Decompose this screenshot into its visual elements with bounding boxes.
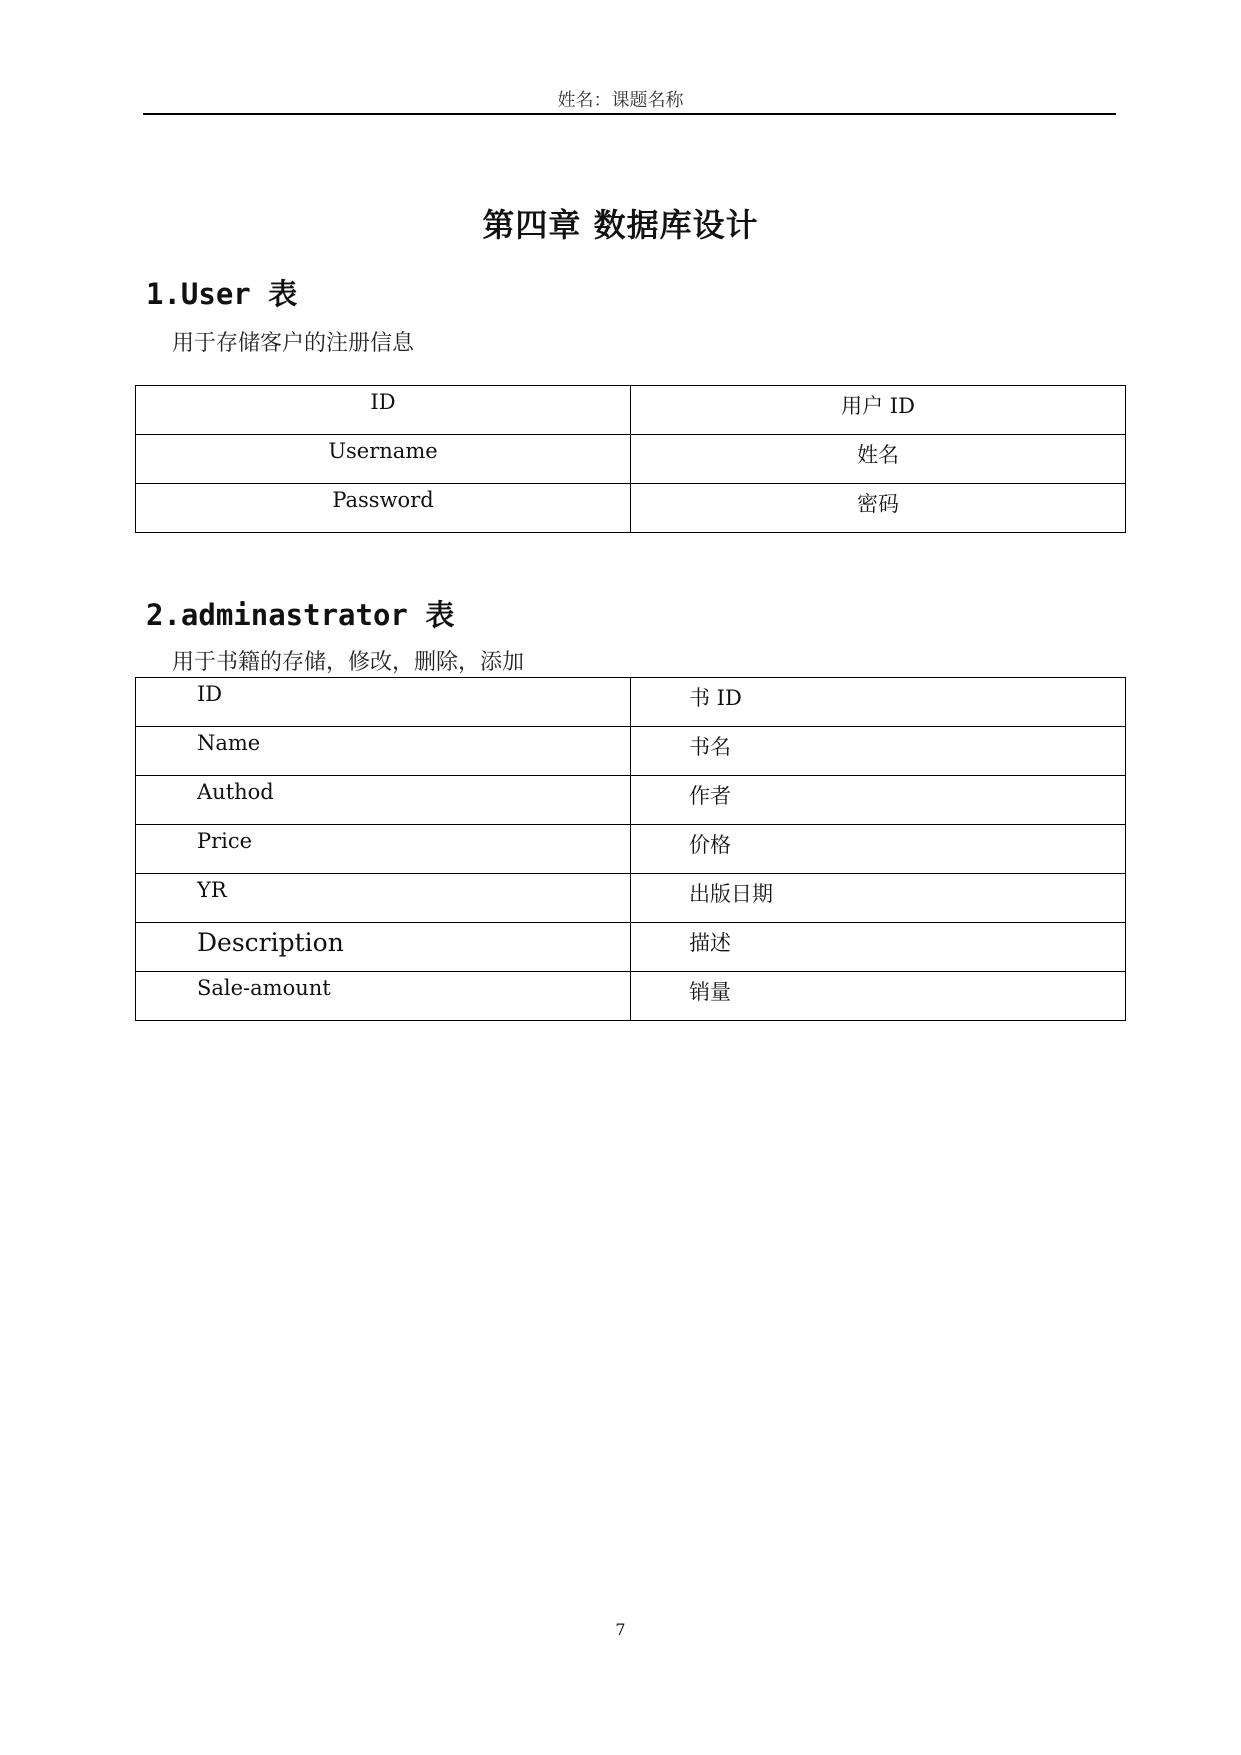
field-name-cell: Price: [136, 825, 631, 874]
field-name-cell: Username: [136, 435, 631, 484]
header-rule: [143, 113, 1116, 115]
field-desc-cell: 价格: [631, 825, 1126, 874]
table-row: [136, 727, 1126, 776]
table-row: [136, 484, 1126, 533]
section-heading-adminastrator: 2.adminastrator 表: [146, 598, 455, 632]
page-number: 7: [615, 1620, 626, 1639]
section-description-adminastrator: 用于书籍的存储，修改，删除，添加: [172, 650, 525, 675]
field-desc-cell: 描述: [631, 923, 1126, 972]
field-name-cell: ID: [136, 678, 631, 727]
field-name-cell: Password: [136, 484, 631, 533]
field-name-cell: Authod: [136, 776, 631, 825]
field-desc-cell: 书 ID: [631, 678, 1126, 727]
field-desc-cell: 作者: [631, 776, 1126, 825]
field-name-cell: YR: [136, 874, 631, 923]
table-row: [136, 825, 1126, 874]
chapter-title: 第四章 数据库设计: [482, 206, 759, 244]
field-desc-cell: 姓名: [631, 435, 1126, 484]
table-row: [136, 678, 1126, 727]
table-row: [136, 435, 1126, 484]
table-row: [136, 776, 1126, 825]
user-table: [135, 385, 1126, 533]
section-description-user: 用于存储客户的注册信息: [172, 331, 415, 356]
table-row: [136, 874, 1126, 923]
table-row: [136, 386, 1126, 435]
field-desc-cell: 出版日期: [631, 874, 1126, 923]
field-name-cell: ID: [136, 386, 631, 435]
field-name-cell: Description: [136, 923, 631, 972]
table-row: [136, 972, 1126, 1021]
field-desc-cell: 密码: [631, 484, 1126, 533]
field-desc-cell: 销量: [631, 972, 1126, 1021]
section-heading-user: 1.User 表: [146, 277, 298, 311]
adminastrator-table: [135, 677, 1126, 1021]
table-row: [136, 923, 1126, 972]
field-name-cell: Sale-amount: [136, 972, 631, 1021]
running-header: 姓名：课题名称: [557, 90, 684, 111]
field-desc-cell: 书名: [631, 727, 1126, 776]
field-desc-cell: 用户 ID: [631, 386, 1126, 435]
field-name-cell: Name: [136, 727, 631, 776]
